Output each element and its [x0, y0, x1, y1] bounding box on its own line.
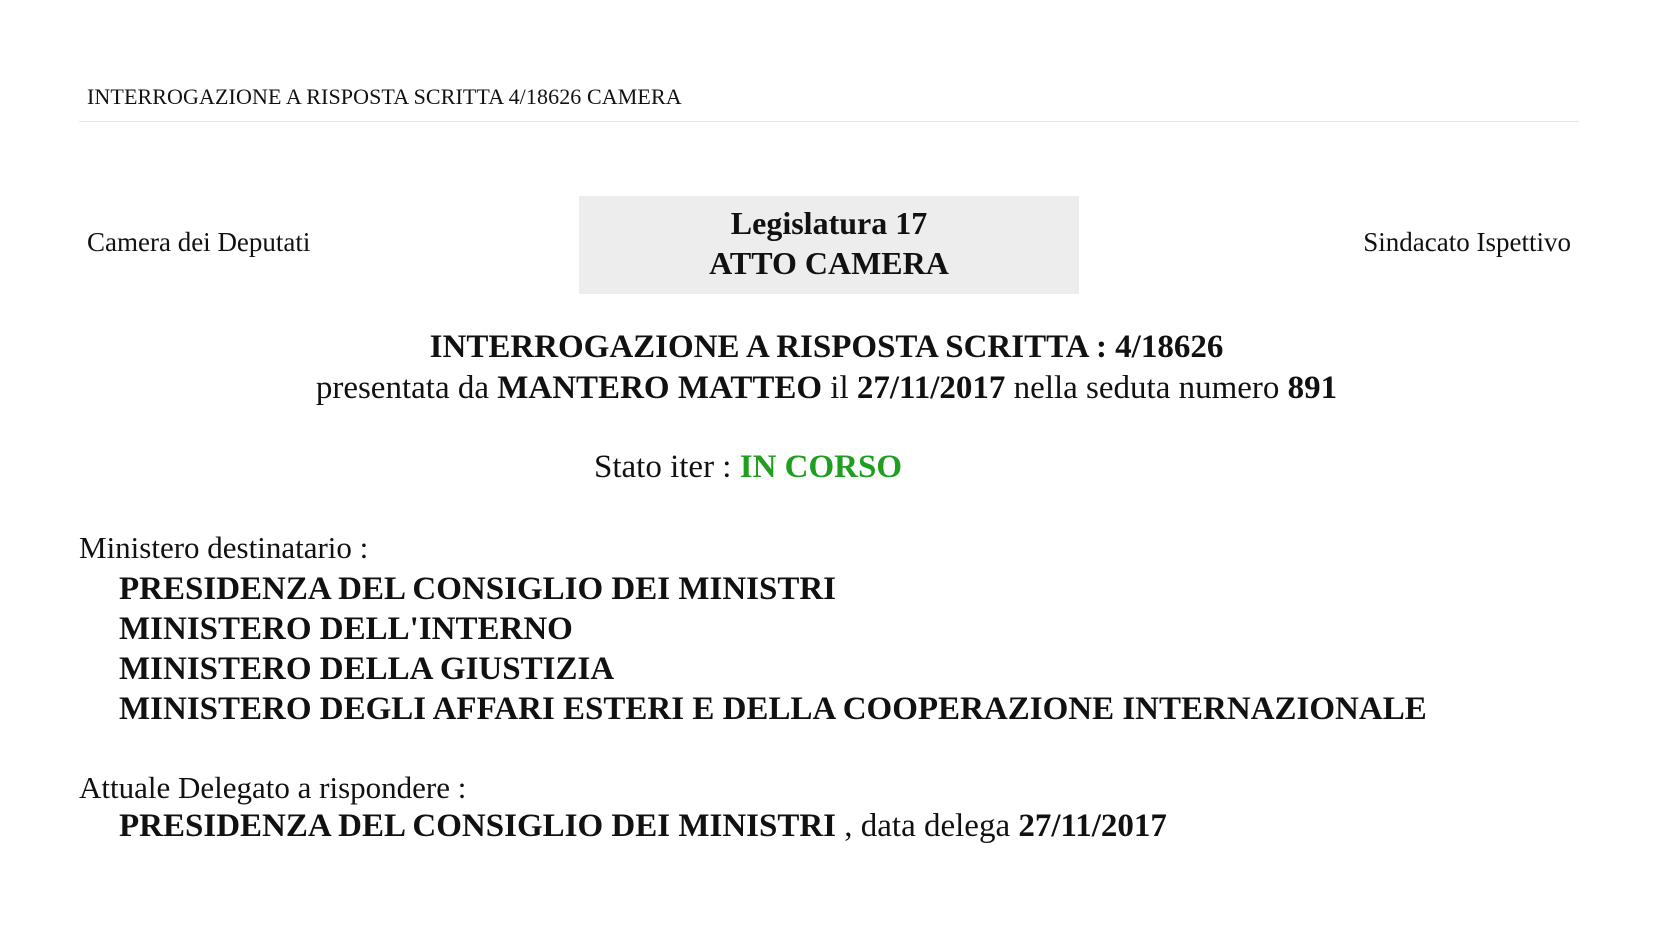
- presented-prefix: presentata da: [315, 370, 489, 406]
- recipient-item: PRESIDENZA DEL CONSIGLIO DEI MINISTRI: [119, 571, 837, 607]
- status-line: [594, 449, 902, 486]
- delegate-line: [119, 808, 1167, 845]
- recipient-item: MINISTERO DEGLI AFFARI ESTERI E DELLA COOPERAZIONE INTERNAZIONALE: [119, 691, 1427, 727]
- recipients-label: Ministero destinatario :: [79, 530, 369, 565]
- recipients-list: [119, 569, 1427, 729]
- author-name: MANTERO MATTEO: [497, 370, 823, 406]
- date-prefix: il: [830, 370, 849, 406]
- act-type-title: ATTO CAMERA: [709, 245, 949, 281]
- act-heading: INTERROGAZIONE A RISPOSTA SCRITTA : 4/18626: [429, 329, 1224, 365]
- recipient-item: MINISTERO DELL'INTERNO: [119, 611, 573, 647]
- running-header: INTERROGAZIONE A RISPOSTA SCRITTA 4/18626 CAMERA: [87, 84, 682, 109]
- status-value: IN CORSO: [739, 449, 903, 485]
- session-prefix: nella seduta numero: [1013, 370, 1280, 406]
- presented-line: [0, 370, 1653, 407]
- presentation-date: 27/11/2017: [856, 370, 1006, 406]
- header-divider: [79, 121, 1579, 122]
- chamber-label: Camera dei Deputati: [87, 227, 311, 257]
- delegate-label: Attuale Delegato a rispondere :: [79, 770, 467, 805]
- status-label: Stato iter :: [594, 449, 732, 485]
- session-number: 891: [1287, 370, 1338, 406]
- delegation-date: 27/11/2017: [1018, 808, 1167, 844]
- delegate-office: PRESIDENZA DEL CONSIGLIO DEI MINISTRI: [119, 808, 837, 844]
- delegation-date-prefix: , data delega: [844, 808, 1011, 844]
- legislature-title: Legislatura 17: [730, 205, 928, 241]
- section-type-label: Sindacato Ispettivo: [1363, 227, 1571, 257]
- title-box: [579, 196, 1079, 294]
- recipient-item: MINISTERO DELLA GIUSTIZIA: [119, 651, 615, 687]
